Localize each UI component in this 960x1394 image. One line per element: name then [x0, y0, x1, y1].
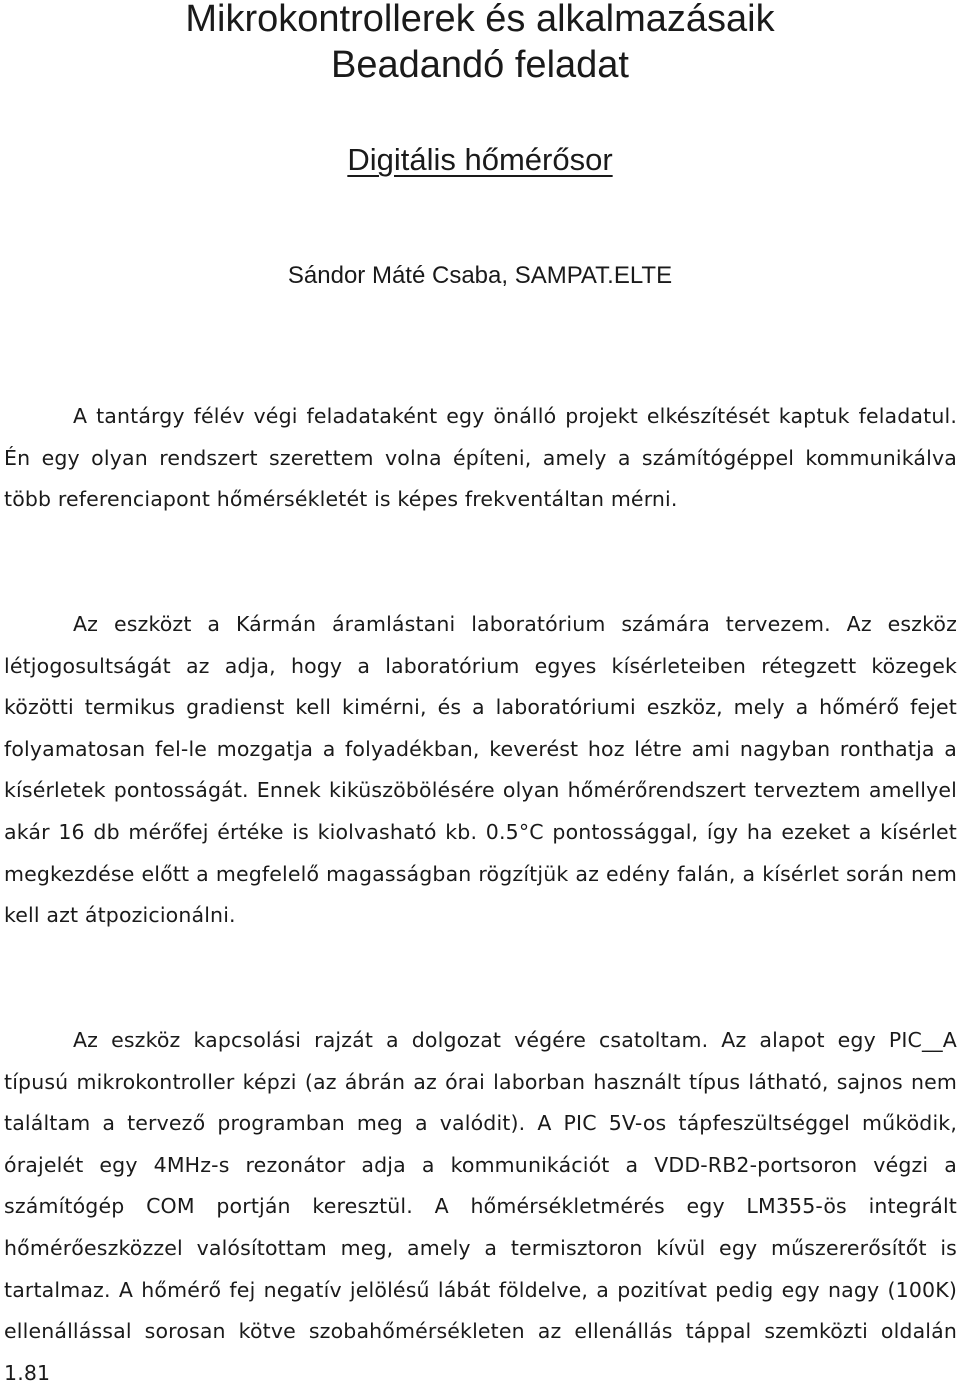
paragraph-intro: A tantárgy félév végi feladataként egy önálló projekt elkészítését kaptuk feladatul. Én egy olyan rendszert szerettem volna építeni, amely a számítógéppel kommunikálva több referenciapont hőmérsékletét is képes frekventáltan mérni. — [4, 404, 957, 512]
author-line: Sándor Máté Csaba, SAMPAT.ELTE — [287, 262, 673, 289]
paragraph-purpose: Az eszközt a Kármán áramlástani laboratórium számára tervezem. Az eszköz létjogosultságát az adja, hogy a laboratórium egyes kísérleteiben rétegzett közegek közötti termikus gradienst kell kimérni, és a laboratóriumi eszköz, mely a hőmérő fejet folyamatosan fel-le mozgatja a folyadékban, keverést hoz létre ami nagyban ronthatja a kísérletek pontosságát. Ennek kiküszöbölésére olyan hőmérőrendszert terveztem amellyel akár 16 db mérőfej értéke is kiolvasható kb. 0.5°C pontossággal, így ha ezeket a kísérlet megkezdése előtt a megfelelő magasságban rögzítjük az edény falán, a kísérlet során nem kell azt átpozicionálni. — [4, 612, 957, 928]
project-title: Digitális hőmérősor — [347, 142, 613, 177]
document-title: Mikrokontrollerek és alkalmazásaik — [185, 0, 775, 40]
paragraph-circuit: Az eszköz kapcsolási rajzát a dolgozat végére csatoltam. Az alapot egy PIC__A típusú mikrokontroller képzi (az ábrán az órai laborban használt típus látható, sajnos nem találtam a tervező programban meg a valódit). A PIC 5V-os tápfeszültséggel működik, órajelét egy 4MHz-s rezonátor adja a kommunikációt a VDD-RB2-portsoron végzi a számítógép COM portján keresztül. A hőmérsékletmérés egy LM355-ös integrált hőmérőeszközzel valósítottam meg, amely a termisztoron kívül egy műszererősítőt is tartalmaz. A hőmérő fej negatív jelölésű lábát földelve, a pozitívat pedig egy nagy (100K) ellenállással sorosan kötve szobahőmérsékleten az ellenállás táppal szemközti oldalán 1.81 — [4, 1028, 957, 1385]
document-subtitle-assignment: Beadandó feladat — [331, 44, 629, 86]
